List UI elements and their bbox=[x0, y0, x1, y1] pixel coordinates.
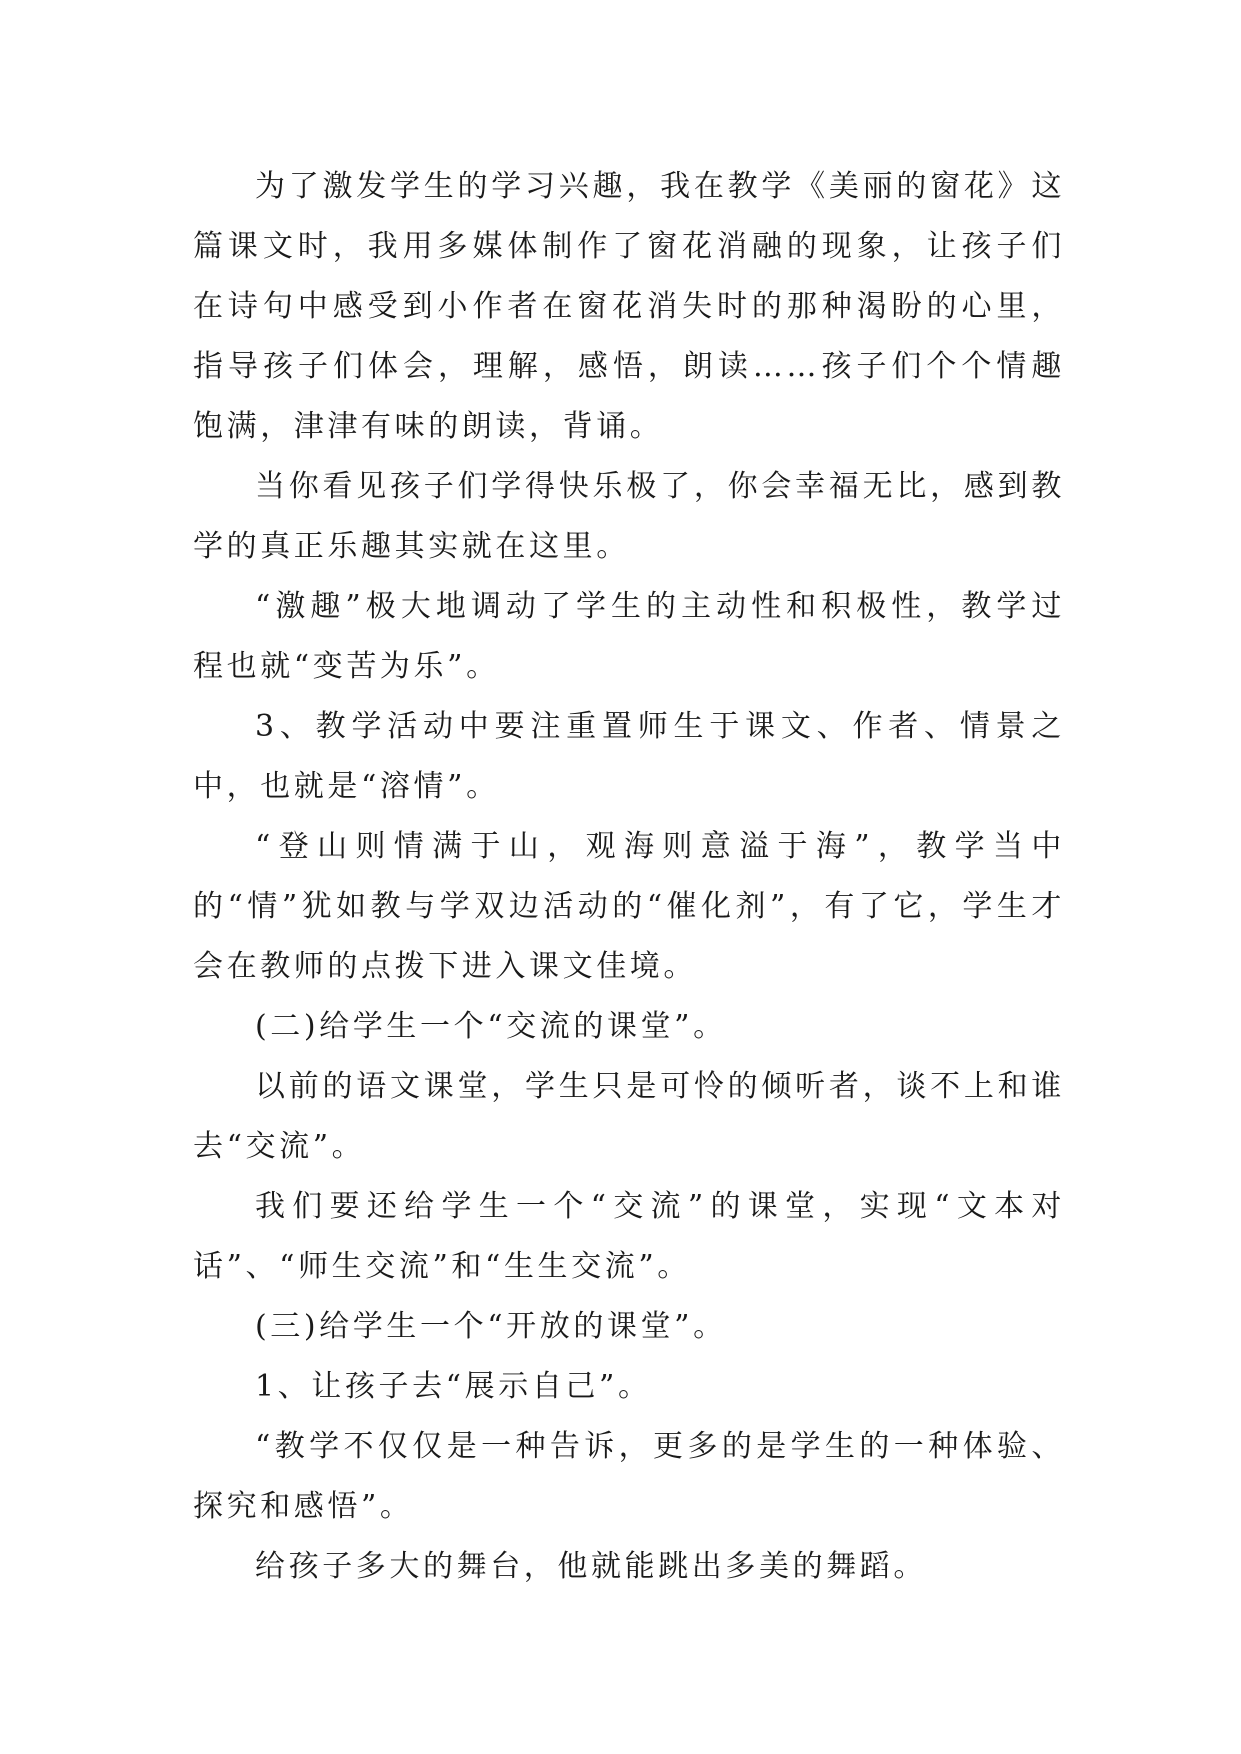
paragraph-3: “激趣”极大地调动了学生的主动性和积极性，教学过程也就“变苦为乐”。 bbox=[193, 589, 1065, 684]
section-heading-3: (三)给学生一个“开放的课堂”。 bbox=[255, 1309, 727, 1344]
paragraph-10: 1、让孩子去“展示自己”。 bbox=[255, 1369, 652, 1404]
paragraph-2: 当你看见孩子们学得快乐极了，你会幸福无比，感到教学的真正乐趣其实就在这里。 bbox=[193, 469, 1065, 564]
section-heading-2: (二)给学生一个“交流的课堂”。 bbox=[255, 1009, 727, 1044]
paragraph-12: 给孩子多大的舞台，他就能跳出多美的舞蹈。 bbox=[255, 1549, 927, 1584]
paragraph-4: 3、教学活动中要注重置师生于课文、作者、情景之中，也就是“溶情”。 bbox=[193, 709, 1065, 804]
paragraph-7: 以前的语文课堂，学生只是可怜的倾听者，谈不上和谁去“交流”。 bbox=[193, 1069, 1065, 1164]
document-body bbox=[193, 157, 1065, 1597]
paragraph-11: “教学不仅仅是一种告诉，更多的是学生的一种体验、探究和感悟”。 bbox=[193, 1429, 1065, 1524]
paragraph-8: 我们要还给学生一个“交流”的课堂，实现“文本对话”、“师生交流”和“生生交流”。 bbox=[193, 1189, 1065, 1284]
paragraph-5: “登山则情满于山，观海则意溢于海”，教学当中的“情”犹如教与学双边活动的“催化剂”，有了它，学生才会在教师的点拨下进入课文佳境。 bbox=[193, 829, 1065, 984]
paragraph-1: 为了激发学生的学习兴趣，我在教学《美丽的窗花》这篇课文时，我用多媒体制作了窗花消融的现象，让孩子们在诗句中感受到小作者在窗花消失时的那种渴盼的心里，指导孩子们体会，理解，感悟，朗读……孩子们个个情趣饱满，津津有味的朗读，背诵。 bbox=[193, 169, 1065, 444]
